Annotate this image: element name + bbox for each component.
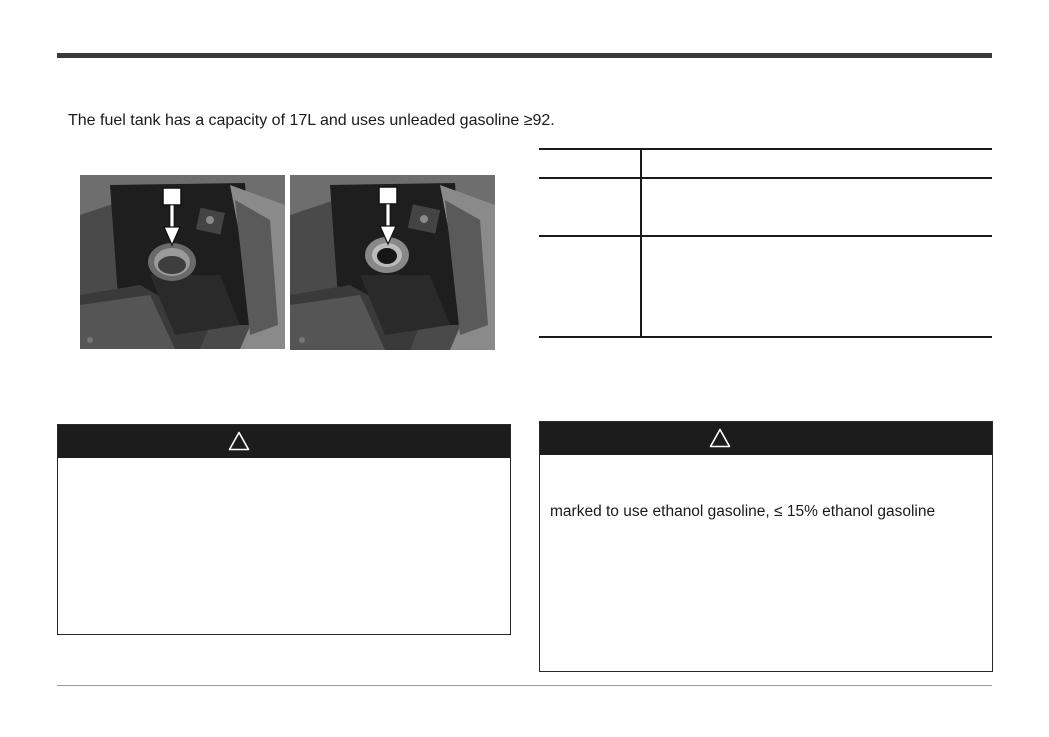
warning-triangle-icon xyxy=(709,428,731,448)
warning-triangle-icon xyxy=(228,431,250,451)
header-rule xyxy=(57,53,992,58)
fuel-filler-open-photo xyxy=(290,175,495,350)
warning-box-right xyxy=(539,421,993,672)
table-bottom-border xyxy=(539,336,992,338)
warning-header xyxy=(58,425,510,458)
spec-table xyxy=(539,148,992,338)
table-row-divider xyxy=(539,235,992,237)
fuel-cap-photo xyxy=(80,175,285,349)
footer-rule xyxy=(57,685,992,686)
table-top-border xyxy=(539,148,992,150)
pointer-arrow-icon xyxy=(378,186,398,246)
warning-box-left xyxy=(57,424,511,635)
warning-header xyxy=(540,422,992,455)
table-column-divider xyxy=(640,148,642,338)
fuel-capacity-text: The fuel tank has a capacity of 17L and uses unleaded gasoline ≥92. xyxy=(68,112,555,129)
pointer-arrow-icon xyxy=(162,187,182,247)
ethanol-warning-line: marked to use ethanol gasoline, ≤ 15% ethanol gasoline xyxy=(550,503,936,520)
table-header-divider xyxy=(539,177,992,179)
